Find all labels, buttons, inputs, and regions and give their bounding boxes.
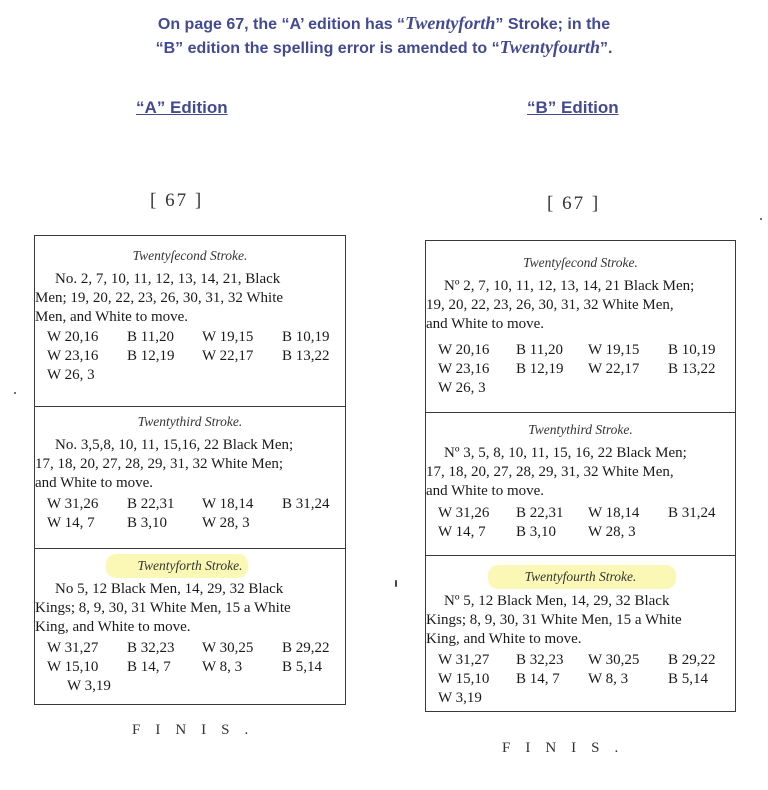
desc-line: Kings; 8, 9, 30, 31 White Men, 15 a White: [35, 600, 291, 616]
move: W 22,17: [202, 348, 254, 364]
scan-speck: [14, 392, 16, 394]
page-a: [34, 235, 346, 705]
move: W 15,10: [438, 671, 490, 687]
move: B 10,19: [668, 342, 716, 358]
move: B 31,24: [282, 496, 330, 512]
move: W 3,19: [67, 678, 111, 694]
move-list: [438, 341, 716, 398]
move-row: [438, 360, 716, 379]
move-row: [47, 495, 330, 514]
section-divider: [35, 548, 345, 549]
edition-a-label: “A” Edition: [136, 98, 228, 117]
stroke-description: [426, 277, 733, 334]
desc-line: No. 3,5,8, 10, 11, 15,16, 22 Black Men;: [55, 437, 294, 453]
move-row: [47, 658, 330, 677]
caption-line-1: [0, 13, 768, 34]
move: W 31,27: [438, 652, 490, 668]
move: W 28, 3: [202, 515, 250, 531]
stroke-description: [35, 270, 345, 327]
desc-line: 19, 20, 22, 23, 26, 30, 31, 32 White Men,: [426, 297, 674, 313]
move: B 14, 7: [127, 659, 171, 675]
move: B 31,24: [668, 505, 716, 521]
move: B 12,19: [516, 361, 564, 377]
stroke-title: Twentythird Stroke.: [137, 414, 243, 429]
move: B 3,10: [127, 515, 168, 531]
move: W 23,16: [438, 361, 490, 377]
section-divider: [426, 555, 735, 556]
stroke-title: Twentyforth Stroke.: [137, 558, 243, 573]
move-list: [47, 328, 330, 385]
move: W 26, 3: [438, 380, 486, 396]
caption-line-2: [0, 37, 768, 58]
move: W 15,10: [47, 659, 99, 675]
move: W 8, 3: [202, 659, 243, 675]
desc-line: 17, 18, 20, 27, 28, 29, 31, 32 White Men,: [426, 464, 674, 480]
move: W 20,16: [47, 329, 99, 345]
move: W 23,16: [47, 348, 99, 364]
page-number-b: [ 67 ]: [547, 193, 601, 214]
desc-line: No 5, 12 Black Men, 14, 29, 32 Black: [55, 581, 284, 597]
move: B 29,22: [282, 640, 330, 656]
desc-line: Kings; 8, 9, 30, 31 White Men, 15 a White: [426, 612, 682, 628]
move: B 14, 7: [516, 671, 560, 687]
move: W 14, 7: [438, 524, 486, 540]
stroke-description: [426, 592, 733, 649]
move-row: [438, 651, 716, 670]
desc-line: Men, and White to move.: [35, 309, 189, 325]
move-row: [47, 347, 330, 366]
move: W 30,25: [588, 652, 640, 668]
caption-italic-word: Twentyfourth: [499, 37, 600, 57]
move: B 22,31: [127, 496, 175, 512]
desc-line: Nº 2, 7, 10, 11, 12, 13, 14, 21 Black Men;: [444, 278, 695, 294]
move: B 10,19: [282, 329, 330, 345]
move-list: [438, 651, 716, 708]
move: B 11,20: [516, 342, 563, 358]
move-row: [438, 504, 716, 523]
move: W 30,25: [202, 640, 254, 656]
section-divider: [35, 406, 345, 407]
desc-line: Nº 3, 5, 8, 10, 11, 15, 16, 22 Black Men;: [444, 445, 687, 461]
scan-speck: [395, 580, 397, 587]
finis-a: FINIS.: [132, 722, 264, 738]
desc-line: 17, 18, 20, 27, 28, 29, 31, 32 White Men;: [35, 456, 284, 472]
move: B 13,22: [668, 361, 716, 377]
caption-italic-word: Twentyforth: [405, 13, 496, 33]
move-list: [47, 639, 330, 696]
desc-line: and White to move.: [426, 316, 545, 332]
move: W 19,15: [588, 342, 640, 358]
move-row: [438, 379, 716, 398]
move: B 12,19: [127, 348, 175, 364]
page-b: [425, 240, 736, 712]
desc-line: and White to move.: [426, 483, 545, 499]
stroke-title: Twentyſecond Stroke.: [523, 255, 638, 270]
stroke-title: Twentythird Stroke.: [528, 422, 633, 437]
move: B 32,23: [516, 652, 564, 668]
desc-line: King, and White to move.: [426, 631, 582, 647]
move: W 31,26: [438, 505, 490, 521]
edition-b-label: “B” Edition: [527, 98, 619, 117]
section-divider: [426, 412, 735, 413]
move-list: [438, 504, 716, 542]
move: B 29,22: [668, 652, 716, 668]
move: B 5,14: [668, 671, 709, 687]
move: W 3,19: [438, 690, 482, 706]
stroke-description: [35, 436, 345, 493]
move: W 26, 3: [47, 367, 95, 383]
desc-line: King, and White to move.: [35, 619, 191, 635]
page-number-a: [ 67 ]: [150, 190, 204, 211]
move: W 31,27: [47, 640, 99, 656]
desc-line: No. 2, 7, 10, 11, 12, 13, 14, 21, Black: [55, 271, 281, 287]
move: B 32,23: [127, 640, 175, 656]
move: W 19,15: [202, 329, 254, 345]
desc-line: Men; 19, 20, 22, 23, 26, 30, 31, 32 White: [35, 290, 284, 306]
desc-line: and White to move.: [35, 475, 154, 491]
stroke-description: [35, 580, 345, 637]
move: B 22,31: [516, 505, 564, 521]
move: W 28, 3: [588, 524, 636, 540]
move: W 31,26: [47, 496, 99, 512]
move: W 18,14: [202, 496, 254, 512]
stroke-description: [426, 444, 733, 501]
caption-text: On page 67, the “A’ edition has “: [157, 16, 406, 33]
move-row: [47, 366, 330, 385]
stroke-title: Twentyſecond Stroke.: [132, 248, 248, 263]
stroke-title: Twentyfourth Stroke.: [524, 569, 637, 584]
move-list: [47, 495, 330, 533]
move-row: [438, 523, 716, 542]
move: W 8, 3: [588, 671, 629, 687]
caption-text: “B” edition the spelling error is amended to “: [155, 40, 500, 57]
move: W 14, 7: [47, 515, 95, 531]
move-row: [47, 328, 330, 347]
finis-b: FINIS.: [502, 740, 634, 756]
move: B 13,22: [282, 348, 330, 364]
caption-text: ” Stroke; in the: [495, 16, 611, 33]
desc-line: Nº 5, 12 Black Men, 14, 29, 32 Black: [444, 593, 670, 609]
move: W 20,16: [438, 342, 490, 358]
scan-speck: [760, 218, 762, 220]
move-row: [438, 341, 716, 360]
move-row: [438, 670, 716, 689]
move: W 18,14: [588, 505, 640, 521]
move: B 3,10: [516, 524, 557, 540]
move: B 11,20: [127, 329, 174, 345]
move-row: [47, 514, 330, 533]
move-row: [47, 677, 330, 696]
move: W 22,17: [588, 361, 640, 377]
caption-text: ”.: [599, 40, 613, 57]
move-row: [47, 639, 330, 658]
move-row: [438, 689, 716, 708]
move: B 5,14: [282, 659, 323, 675]
